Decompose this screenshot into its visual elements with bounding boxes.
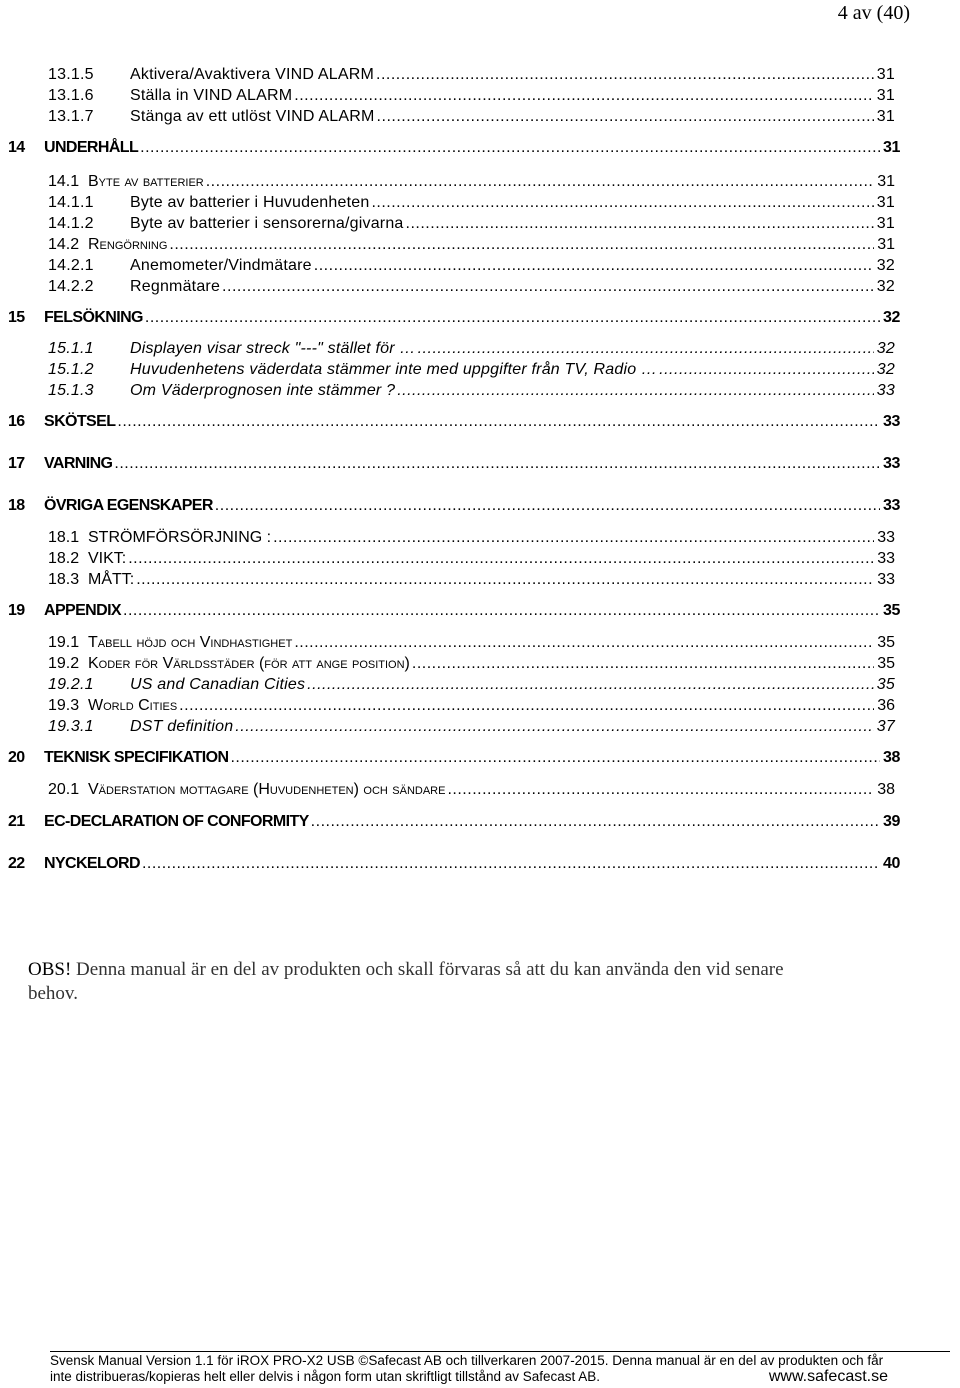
- footer-line-1: Svensk Manual Version 1.1 för iROX PRO-X2 USB ©Safecast AB och tillverkaren 2007-2015. Denna manual är en del av produkten och får: [50, 1353, 884, 1368]
- toc-entry[interactable]: [0, 676, 960, 696]
- toc-entry-title: STRÖMFÖRSÖRJNING :: [88, 529, 272, 546]
- toc-entry-number: 18.1: [48, 529, 80, 546]
- toc-entry-page: 31: [877, 236, 895, 253]
- toc-entry[interactable]: [0, 309, 960, 329]
- toc-entry-page: 31: [876, 108, 895, 125]
- toc-entry-number: 13.1.5: [48, 66, 94, 83]
- toc-entry-page: 32: [876, 278, 895, 295]
- toc-leader-dots: [206, 173, 874, 191]
- toc-entry-title: FELSÖKNING: [44, 309, 143, 326]
- toc-leader-dots: [397, 382, 874, 400]
- toc-entry-page: 33: [883, 455, 900, 472]
- toc-entry-number: 19.3.1: [48, 718, 94, 735]
- toc-entry-page: 33: [877, 529, 895, 546]
- toc-leader-dots: [215, 497, 880, 515]
- toc-entry[interactable]: [0, 108, 960, 128]
- obs-label: OBS!: [28, 959, 72, 980]
- toc-entry-title: Huvudenhetens väderdata stämmer inte med uppgifter från TV, Radio …: [130, 361, 658, 378]
- toc-entry[interactable]: [0, 382, 960, 402]
- toc-entry-number: 14: [8, 139, 25, 156]
- toc-entry-page: 35: [877, 634, 895, 651]
- toc-entry-page: 33: [877, 571, 895, 588]
- toc-entry-title: Byte av batterier i Huvudenheten: [130, 194, 370, 211]
- toc-leader-dots: [447, 781, 874, 799]
- toc-leader-dots: [311, 813, 880, 831]
- toc-leader-dots: [117, 413, 880, 431]
- toc-entry-number: 19.3: [48, 697, 80, 714]
- toc-entry-title: Ställa in VIND ALARM: [130, 87, 293, 104]
- toc-entry-title: US and Canadian Cities: [130, 676, 306, 693]
- toc-entry-number: 14.2.2: [48, 278, 94, 295]
- toc-entry[interactable]: [0, 87, 960, 107]
- toc-entry-title: Anemometer/Vindmätare: [130, 257, 312, 274]
- toc-leader-dots: [145, 309, 880, 327]
- toc-entry[interactable]: [0, 813, 960, 833]
- toc-entry[interactable]: [0, 194, 960, 214]
- toc-leader-dots: [371, 194, 873, 212]
- toc-entry-number: 20.1: [48, 781, 80, 798]
- toc-entry-number: 14.2.1: [48, 257, 94, 274]
- toc-entry-number: 22: [8, 855, 25, 872]
- toc-entry[interactable]: [0, 550, 960, 570]
- toc-entry[interactable]: [0, 529, 960, 549]
- toc-entry-title: VARNING: [44, 455, 113, 472]
- toc-entry[interactable]: [0, 571, 960, 591]
- toc-entry-title: Om Väderprognosen inte stämmer ?: [130, 382, 396, 399]
- toc-entry-page: 33: [877, 550, 895, 567]
- toc-entry-number: 15.1.1: [48, 340, 94, 357]
- toc-entry[interactable]: [0, 215, 960, 235]
- toc-entry-page: 33: [883, 497, 900, 514]
- toc-entry-number: 15.1.2: [48, 361, 94, 378]
- toc-entry-page: 32: [876, 257, 895, 274]
- toc-entry-title: Väderstation mottagare (Huvudenheten) och sändare: [88, 781, 446, 798]
- toc-leader-dots: [179, 697, 874, 715]
- toc-entry-page: 32: [876, 340, 895, 357]
- toc-entry-title: Byte av batterier i sensorerna/givarna: [130, 215, 404, 232]
- toc-entry-title: APPENDIX: [44, 602, 121, 619]
- obs-text: Denna manual är en del av produkten och skall förvaras så att du kan använda den vid senare behov.: [28, 959, 784, 1004]
- toc-entry-number: 19.2: [48, 655, 80, 672]
- toc-entry-number: 14.1.2: [48, 215, 94, 232]
- toc-entry-title: NYCKELORD: [44, 855, 140, 872]
- toc-entry[interactable]: [0, 236, 960, 256]
- obs-note: [28, 958, 808, 1006]
- toc-entry-page: 31: [883, 139, 900, 156]
- toc-entry-page: 35: [876, 676, 895, 693]
- toc-entry-page: 37: [876, 718, 895, 735]
- toc-entry[interactable]: [0, 718, 960, 738]
- toc-entry-number: 13.1.6: [48, 87, 94, 104]
- toc-entry-number: 15.1.3: [48, 382, 94, 399]
- toc-leader-dots: [377, 108, 874, 126]
- toc-entry-title: World Cities: [88, 697, 178, 714]
- toc-entry[interactable]: [0, 455, 960, 475]
- toc-leader-dots: [294, 87, 874, 105]
- toc-entry-number: 18: [8, 497, 25, 514]
- toc-entry-page: 38: [883, 749, 900, 766]
- toc-leader-dots: [307, 676, 874, 694]
- toc-entry-title: Tabell höjd och Vindhastighet: [88, 634, 293, 651]
- toc-leader-dots: [659, 361, 874, 379]
- toc-leader-dots: [273, 529, 874, 547]
- toc-entry[interactable]: [0, 655, 960, 675]
- toc-entry-title: ÖVRIGA EGENSKAPER: [44, 497, 213, 514]
- toc-entry[interactable]: [0, 602, 960, 622]
- toc-leader-dots: [376, 66, 874, 84]
- toc-leader-dots: [114, 455, 880, 473]
- toc-entry[interactable]: [0, 66, 960, 86]
- footer-rule: [50, 1351, 950, 1352]
- toc-entry-number: 21: [8, 813, 25, 830]
- toc-leader-dots: [314, 257, 874, 275]
- toc-leader-dots: [128, 550, 874, 568]
- toc-entry-title: TEKNISK SPECIFIKATION: [44, 749, 229, 766]
- toc-entry-title: Regnmätare: [130, 278, 221, 295]
- toc-entry-number: 18.2: [48, 550, 80, 567]
- toc-leader-dots: [406, 215, 874, 233]
- toc-entry-title: Rengörning: [88, 236, 168, 253]
- toc-entry-page: 31: [876, 194, 895, 211]
- toc-entry[interactable]: [0, 139, 960, 159]
- toc-entry[interactable]: [0, 413, 960, 433]
- toc-entry[interactable]: [0, 173, 960, 193]
- toc-entry-page: 31: [876, 87, 895, 104]
- toc-entry[interactable]: [0, 497, 960, 517]
- toc-entry-page: 32: [883, 309, 900, 326]
- toc-entry-number: 19.2.1: [48, 676, 94, 693]
- toc-entry-number: 14.1: [48, 173, 80, 190]
- toc-entry-page: 38: [877, 781, 895, 798]
- footer-url[interactable]: www.safecast.se: [768, 1368, 888, 1385]
- toc-entry[interactable]: [0, 855, 960, 875]
- toc-leader-dots: [235, 718, 874, 736]
- toc-entry-page: 40: [883, 855, 900, 872]
- toc-entry[interactable]: [0, 257, 960, 277]
- toc-leader-dots: [136, 571, 874, 589]
- toc-entry-title: DST definition: [130, 718, 234, 735]
- toc-entry[interactable]: [0, 340, 960, 360]
- toc-entry[interactable]: [0, 634, 960, 654]
- toc-entry-title: Displayen visar streck "---" stället för …: [130, 340, 416, 357]
- toc-entry-number: 18.3: [48, 571, 80, 588]
- toc-entry-page: 31: [876, 215, 895, 232]
- toc-entry-number: 17: [8, 455, 25, 472]
- toc-leader-dots: [230, 749, 880, 767]
- toc-entry-number: 14.2: [48, 236, 80, 253]
- footer-line-2: inte distribueras/kopieras helt eller delvis i någon form utan skriftligt tillstånd av Safecast AB.: [50, 1369, 601, 1384]
- toc-entry-title: Aktivera/Avaktivera VIND ALARM: [130, 66, 375, 83]
- toc-entry[interactable]: [0, 781, 960, 801]
- toc-entry-page: 35: [877, 655, 895, 672]
- toc-leader-dots: [169, 236, 874, 254]
- toc-entry-page: 33: [876, 382, 895, 399]
- toc-leader-dots: [140, 139, 880, 157]
- toc-entry-number: 13.1.7: [48, 108, 94, 125]
- toc-leader-dots: [412, 655, 874, 673]
- toc-entry[interactable]: [0, 278, 960, 298]
- toc-leader-dots: [123, 602, 880, 620]
- toc-entry-title: VIKT:: [88, 550, 127, 567]
- toc-entry-page: 35: [883, 602, 900, 619]
- toc-entry-title: Stänga av ett utlöst VIND ALARM: [130, 108, 375, 125]
- page-number: 4 av (40): [837, 2, 910, 24]
- toc-entry-page: 36: [877, 697, 895, 714]
- toc-entry[interactable]: [0, 749, 960, 769]
- toc-entry-title: EC-DECLARATION OF CONFORMITY: [44, 813, 309, 830]
- toc-leader-dots: [222, 278, 874, 296]
- toc-entry-page: 33: [883, 413, 900, 430]
- toc-leader-dots: [294, 634, 874, 652]
- toc-entry-page: 31: [876, 66, 895, 83]
- toc-entry-page: 31: [877, 173, 895, 190]
- toc-entry-title: SKÖTSEL: [44, 413, 116, 430]
- toc-entry-number: 15: [8, 309, 25, 326]
- toc-entry[interactable]: [0, 697, 960, 717]
- toc-entry-number: 20: [8, 749, 25, 766]
- toc-entry-title: MÅTT:: [88, 571, 135, 588]
- toc-entry-title: UNDERHÅLL: [44, 139, 139, 156]
- toc-entry-page: 32: [876, 361, 895, 378]
- toc-entry-number: 19: [8, 602, 25, 619]
- toc-entry-number: 19.1: [48, 634, 80, 651]
- toc-leader-dots: [142, 855, 880, 873]
- toc-entry[interactable]: [0, 361, 960, 381]
- toc-entry-number: 14.1.1: [48, 194, 94, 211]
- toc-entry-title: Byte av batterier: [88, 173, 204, 190]
- footer: [50, 1353, 950, 1385]
- toc-entry-title: Koder för Världsstäder (för att ange position): [88, 655, 410, 672]
- toc-entry-number: 16: [8, 413, 25, 430]
- toc-leader-dots: [418, 340, 874, 358]
- toc-entry-page: 39: [883, 813, 900, 830]
